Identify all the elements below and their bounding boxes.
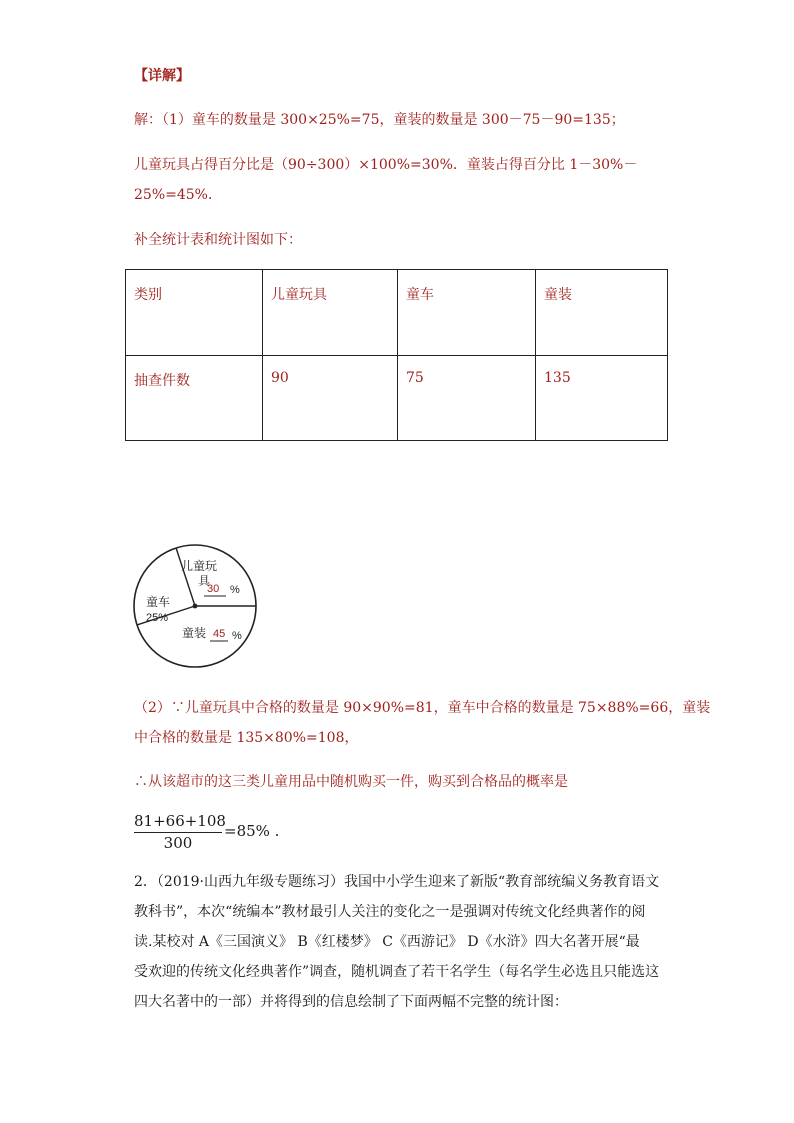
table-header-cart: 童车 [398,270,536,356]
pie-label-toys-1: 儿童玩 [181,559,218,573]
solution-line-4b: 中合格的数量是 135×80%=108， [134,730,359,746]
fraction-bar [134,832,222,833]
pie-pct-sign-toys: % [230,584,240,596]
table-header-category: 类别 [126,270,263,356]
solution-line-1: 解：（1）童车的数量是 300×25%=75，童装的数量是 300－75－90=135； [134,112,625,128]
stats-table [125,269,668,441]
pie-chart [128,540,268,670]
table-header-clothing: 童装 [536,270,668,356]
pie-pct-toys: 30 [207,583,220,595]
section-heading: 【详解】 [134,68,190,84]
solution-line-5: ∴从该超市的这三类儿童用品中随机购买一件，购买到合格品的概率是 [134,774,568,790]
question-2-line-4: 受欢迎的传统文化经典著作”调查，随机调查了若干名学生（每名学生必选且只能选这 [134,964,660,980]
table-cell-clothing: 135 [536,356,668,441]
pie-pct-sign-clothing: % [232,630,242,642]
solution-line-4a: （2）∵儿童玩具中合格的数量是 90×90%=81，童车中合格的数量是 75×88%=66，童装 [134,700,711,716]
question-2-line-1: 2．（2019·山西九年级专题练习）我国中小学生迎来了新版“教育部统编义务教育语文 [134,874,660,890]
pie-label-clothing: 童装 [182,626,207,640]
table-cell-toys: 90 [263,356,398,441]
fraction-result: =85% . [224,822,280,840]
solution-line-2b: 25%=45%． [134,187,222,203]
table-header-toys: 儿童玩具 [263,270,398,356]
pie-pct-cart: 25% [146,612,169,624]
fraction-numerator: 81+66+108 [134,812,226,830]
pie-label-toys-2: 具 [198,574,211,588]
solution-line-2a: 儿童玩具占得百分比是（90÷300）×100%=30%．童装占得百分比 1－30%－ [134,157,638,173]
pie-center-dot [193,604,198,609]
probability-fraction [134,812,314,852]
question-2-line-5: 四大名著中的一部）并将得到的信息绘制了下面两幅不完整的统计图： [134,994,568,1010]
table-cell-cart: 75 [398,356,536,441]
solution-line-3: 补全统计表和统计图如下： [134,232,302,248]
question-2-line-3: 读.某校对 A《三国演义》 B《红楼梦》 C《西游记》 D《水浒》四大名著开展“最 [134,934,640,950]
pie-label-cart: 童车 [146,595,171,609]
table-row-label: 抽查件数 [126,356,263,441]
pie-pct-clothing: 45 [213,628,226,640]
fraction-denominator: 300 [163,834,193,852]
question-2-line-2: 教科书”，本次“统编本”教材最引人关注的变化之一是强调对传统文化经典著作的阅 [134,904,646,920]
